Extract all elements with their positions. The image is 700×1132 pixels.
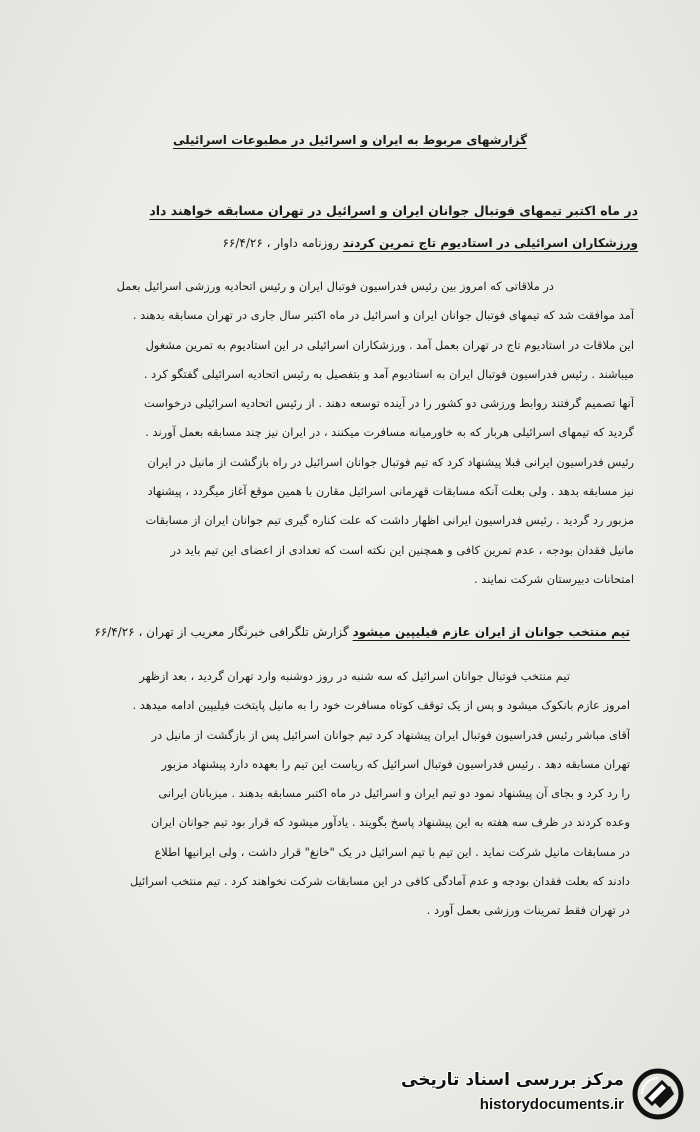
paragraph-line: امتحانات دبیرستان شرکت نمایند . (473, 571, 634, 586)
paragraph-line: رئیس فدراسیون ایرانی قبلا پیشنهاد کرد که تیم فوتبال جوانان اسرائیل در راه بازگشت از مانیل در ایران (147, 454, 634, 469)
paragraph-line: این ملاقات در استادیوم تاج در تهران بعمل آمد . ورزشکاران اسرائیلی در این استادیوم به تمرین مشغول (145, 337, 634, 352)
section2-paragraph (90, 662, 630, 926)
paragraph-line: در تهران فقط تمرینات ورزشی بعمل آورد . (426, 903, 630, 918)
paragraph-line: مانیل فقدان بودجه ، عدم تمرین کافی و همچنین این نکته است که تعدادی از اعضای این تیم باید در (170, 542, 634, 557)
section1-heading: در ماه اکتبر تیمهای فوتبال جوانان ایران و اسرائیل در تهران مسابقه خواهند داد (149, 203, 638, 218)
paragraph-line: در ملاقاتی که امروز بین رئیس فدراسیون فوتبال ایران و رئیس اتحادیه ورزشی اسرائیل بعمل (116, 279, 554, 293)
paragraph-line: وعده کردند در ظرف سه هفته به این پیشنهاد پاسخ بگویند . یادآور میشود که قرار بود تیم جوانان ایران (150, 815, 630, 830)
section1-paragraph (90, 272, 634, 594)
watermark-title: مرکز بررسی اسناد تاریخی (401, 1070, 624, 1090)
section2-heading-line (94, 625, 630, 639)
section2-heading-ref: گزارش تلگرافی خبرنگار معریب از تهران ، ۶۶/۴/۲۶ (94, 625, 349, 639)
paragraph-line: آقای مباشر رئیس فدراسیون فوتبال ایران پیشنهاد کرد تیم جوانان اسرائیل پس از بازگشت از مانیل در (151, 727, 630, 742)
paragraph-line: گردید که تیمهای اسرائیلی هربار که به خاورمیانه مسافرت میکنند ، در ایران نیز چند مسابقه بعمل آورند . (145, 425, 634, 440)
paragraph-line: آمد موافقت شد که تیمهای فوتبال جوانان ایران و اسرائیل در ماه اکتبر سال جاری در تهران مسابقه بدهند . (132, 308, 634, 323)
document-title: گزارشهای مربوط به ایران و اسرائیل در مطبوعات اسرائیلی (172, 133, 528, 147)
paragraph-line: تهران مسابقه دهد . رئیس فدراسیون فوتبال اسرائیل که ریاست این تیم را بعهده دارد پیشنهاد مزبور (161, 756, 630, 771)
section1-subheading-ref: روزنامه داوار ، ۶۶/۴/۲۶ (222, 236, 339, 250)
paragraph-line: دادند که بعلت فقدان بودجه و عدم آمادگی کافی در این مسابقات شرکت نخواهند کرد . تیم منتخب اسرائیل (129, 874, 630, 889)
paragraph-line: را رد کرد و بجای آن پیشنهاد نمود دو تیم ایران و اسرائیل در ماه اکتبر مسابقه بدهند . میزبانان ایرانی (158, 786, 630, 801)
section1-subheading (222, 236, 638, 250)
paragraph-line: تیم منتخب فوتبال جوانان اسرائیل که سه شنبه در روز دوشنبه وارد تهران گردید ، بعد ازظهر (139, 669, 570, 683)
section1-subheading-title: ورزشکاران اسرائیلی در استادیوم تاج تمرین کردند (342, 236, 638, 250)
archive-logo-icon (632, 1068, 684, 1120)
paragraph-line: نیز مسابقه بدهد . ولی بعلت آنکه مسابقات قهرمانی اسرائیل مقارن با همین موقع آغاز میگردد ، پیشنهاد (147, 484, 634, 499)
section2-heading: تیم منتخب جوانان از ایران عازم فیلیپین میشود (352, 625, 630, 639)
watermark-url[interactable]: historydocuments.ir (479, 1096, 624, 1113)
paragraph-line: در مسابقات مانیل شرکت نماید . این تیم با تیم اسرائیل در یک "خانغ" قرار داشت ، ولی ایرانیها اطلاع (154, 844, 630, 859)
paragraph-line: آنها تصمیم گرفتند روابط ورزشی دو کشور را در آینده توسعه دهند . از رئیس اتحادیه اسرائیلی درخواست (144, 396, 634, 411)
paragraph-line: مزبور رد گردید . رئیس فدراسیون ایرانی اظهار داشت که علت کناره گیری تیم جوانان ایران از مسابقات (145, 513, 634, 528)
paragraph-line: امروز عازم بانکوک میشود و پس از یک توقف کوتاه مسافرت خود را به مانیل پایتخت فیلیپین ادامه میدهد . (132, 698, 630, 713)
paragraph-line: میباشند . رئیس فدراسیون فوتبال ایران به استادیوم آمد و بتفصیل به رئیس اتحادیه اسرائیلی گفتگو کرد . (143, 366, 634, 381)
site-watermark (401, 1068, 684, 1120)
